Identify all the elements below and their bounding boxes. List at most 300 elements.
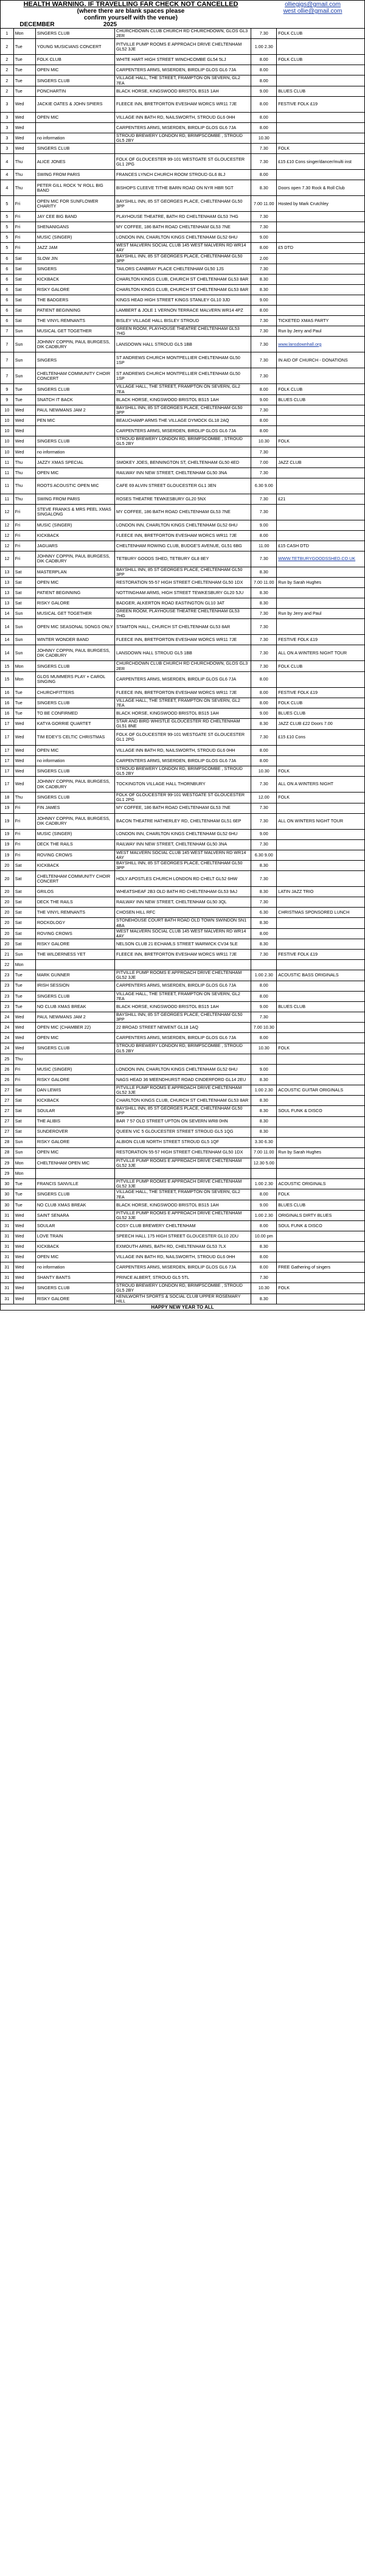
weekday: Mon xyxy=(13,1168,35,1178)
gig-row xyxy=(1,96,365,112)
start-time: 7.30 xyxy=(251,803,277,813)
venue: STONEHOUSE COURT BATH ROAD OLD TOWN SWINDON SN1 4BA xyxy=(115,918,251,928)
day-number: 9 xyxy=(1,394,14,405)
notes xyxy=(277,829,365,839)
notes[interactable]: www.lansdownhall.org xyxy=(277,337,365,352)
act-name: JOHNNY COPPIN, PAUL BURGESS, DIK CADBURY xyxy=(35,813,114,829)
venue: GREEN ROOM, PLAYHOUSE THEATRE CHELTENHAM GL53 7HG xyxy=(115,609,251,619)
weekday: Sun xyxy=(13,950,35,960)
start-time: 7.30 xyxy=(251,1012,277,1022)
gig-row xyxy=(1,793,365,803)
start-time: 8.00 xyxy=(251,75,277,86)
venue: VILLAGE HALL, THE STREET, FRAMPTON ON SEVERN, GL2 7EA xyxy=(115,384,251,394)
weekday: Sat xyxy=(13,908,35,918)
venue: BADGER, ALKERTON ROAD EASTINGTON GL10 3AT xyxy=(115,598,251,609)
notes xyxy=(277,1231,365,1242)
gig-row xyxy=(1,1231,365,1242)
weekday: Sat xyxy=(13,567,35,577)
weekday: Tue xyxy=(13,981,35,991)
start-time: 10.30 xyxy=(251,1283,277,1293)
notes: £5 DTD xyxy=(277,243,365,253)
weekday: Wed xyxy=(13,1043,35,1054)
day-number: 24 xyxy=(1,1012,14,1022)
notes xyxy=(277,1252,365,1262)
start-time: 9.00 xyxy=(251,86,277,96)
day-number: 20 xyxy=(1,887,14,897)
venue xyxy=(115,960,251,970)
venue: ROSES THEATRE TEWKESBURY GL20 5NX xyxy=(115,494,251,504)
notes xyxy=(277,588,365,598)
act-name: RISKY GALORE xyxy=(35,1293,114,1304)
venue: ST ANDREWS CHURCH MONTPELLIER CHELTENHAM GL50 1SP xyxy=(115,368,251,384)
gig-row xyxy=(1,719,365,729)
venue: PLAYHOUSE THEATRE, BATH RD CHELTENHAM GL53 7HG xyxy=(115,212,251,222)
act-name: SINGERS CLUB xyxy=(35,384,114,394)
act-name: OPEN MIC xyxy=(35,467,114,478)
venue: WEST MALVERN SOCIAL CLUB 145 WEST MALVERN RD WR14 4AY xyxy=(115,243,251,253)
notes: £21 xyxy=(277,494,365,504)
day-number: 27 xyxy=(1,1085,14,1095)
gig-row xyxy=(1,829,365,839)
day-number: 31 xyxy=(1,1221,14,1231)
start-time xyxy=(251,1054,277,1064)
act-name: JAZZ JAM xyxy=(35,243,114,253)
gig-row xyxy=(1,478,365,494)
start-time: 7.30 xyxy=(251,661,277,671)
act-name: JAY CEE BIG BAND xyxy=(35,212,114,222)
start-time: 7.00 10.30 xyxy=(251,1023,277,1033)
day-number: 19 xyxy=(1,850,14,860)
venue: BLACK HORSE, KINGSWOOD BRISTOL BS15 1AH xyxy=(115,394,251,405)
act-name: SINGERS CLUB xyxy=(35,1043,114,1054)
gig-row xyxy=(1,687,365,698)
start-time: 8.00 xyxy=(251,1221,277,1231)
act-name: KICKBACK xyxy=(35,1096,114,1106)
month-year-row xyxy=(1,21,364,28)
notes: FESTIVE FOLK £19 xyxy=(277,96,365,112)
act-name: KICKBACK xyxy=(35,860,114,870)
act-name: MUSIC (SINGER) xyxy=(35,520,114,530)
day-number: 10 xyxy=(1,426,14,436)
venue: HOLY APOSTLES CHURCH LONDON RD CHELT GL52 6HW xyxy=(115,871,251,887)
notes xyxy=(277,1033,365,1043)
gig-row xyxy=(1,981,365,991)
weekday: Mon xyxy=(13,29,35,39)
gig-row xyxy=(1,1273,365,1283)
start-time: 8.30 xyxy=(251,887,277,897)
act-name: OPEN MIC xyxy=(35,1252,114,1262)
start-time: 9.00 xyxy=(251,1200,277,1210)
gig-row xyxy=(1,337,365,352)
start-time: 7.30 xyxy=(251,447,277,457)
venue xyxy=(115,1054,251,1064)
act-name: OPEN MIC xyxy=(35,65,114,75)
gig-row xyxy=(1,233,365,243)
start-time: 7.30 xyxy=(251,871,277,887)
day-number: 2 xyxy=(1,65,14,75)
act-name: MARK GUNNER xyxy=(35,970,114,981)
weekday: Sat xyxy=(13,887,35,897)
venue: WHEATSHEAF 2B3 OLD BATH RD CHELTENHAM GL53 9AJ xyxy=(115,887,251,897)
notes xyxy=(277,1012,365,1022)
weekday: Tue xyxy=(13,394,35,405)
start-time: 7.30 xyxy=(251,154,277,170)
venue: TAILORS CANBRAY PLACE CHELTENHAM GL50 1JS xyxy=(115,264,251,275)
venue: FOLK OF GLOUCESTER 99-101 WESTGATE ST GLOUCESTER GL1 2PG xyxy=(115,793,251,803)
act-name: WINTER WONDER BAND xyxy=(35,635,114,645)
act-name: OPEN MIC xyxy=(35,745,114,755)
day-number: 15 xyxy=(1,661,14,671)
weekday: Sun xyxy=(13,368,35,384)
notes xyxy=(277,530,365,541)
venue: WEST MALVERN SOCIAL CLUB 145 WEST MALVERN RD WR14 4AY xyxy=(115,928,251,939)
act-name: SINGERS CLUB xyxy=(35,144,114,154)
notes: Run by Jerry and Paul xyxy=(277,609,365,619)
notes xyxy=(277,253,365,264)
start-time: 7.30 xyxy=(251,316,277,326)
weekday: Wed xyxy=(13,1210,35,1220)
day-number: 26 xyxy=(1,1074,14,1085)
email-link-1[interactable]: olliegigs@gmail.com xyxy=(285,1,341,8)
venue: STROUD BREWERY LONDON RD, BRIMPSCOMBE , STROUD GL5 2BY xyxy=(115,133,251,143)
start-time: 10.30 xyxy=(251,133,277,143)
weekday: Thu xyxy=(13,494,35,504)
day-number: 9 xyxy=(1,384,14,394)
venue: BISHOPS CLEEVE TITHE BARN ROAD ON NYR HBR 5GT xyxy=(115,180,251,196)
venue: FLEECE INN, BRETFORTON EVESHAM WORCS WR11 7JE xyxy=(115,950,251,960)
start-time: 7.30 xyxy=(251,1273,277,1283)
weekday: Sat xyxy=(13,918,35,928)
gig-row xyxy=(1,1064,365,1074)
act-name: TIM EDEY'S CELTIC CHRISTMAS xyxy=(35,729,114,745)
venue: PITVILLE PUMP ROOMS E APPROACH DRIVE CHELTENHAM GL52 3JE xyxy=(115,1210,251,1220)
weekday: Wed xyxy=(13,719,35,729)
venue: BAYSHILL INN, 85 ST GEORGES PLACE, CHELTENHAM GL50 3PP xyxy=(115,196,251,212)
venue: BAYSHILL INN, 85 ST GEORGES PLACE, CHELTENHAM GL50 3PP xyxy=(115,405,251,415)
start-time: 8.00 xyxy=(251,755,277,766)
notes: FOLK CLUB xyxy=(277,55,365,65)
venue: RAILWAY INN NEW STREET, CHELTENHAM GL50 3NA xyxy=(115,467,251,478)
start-time: 8.00 xyxy=(251,170,277,180)
day-number: 31 xyxy=(1,1262,14,1273)
venue: MY COFFEE, 186 BATH ROAD CHELTENHAM GL53 7NE xyxy=(115,222,251,233)
start-time xyxy=(251,960,277,970)
act-name: NO CLUB XMAS BREAK xyxy=(35,1200,114,1210)
notes[interactable]: WWW.TETBURYGOODSSHED.CO.UK xyxy=(277,551,365,567)
notes xyxy=(277,1242,365,1252)
venue: LONDON INN, CHARLTON KINGS CHELTENHAM GL52 6HU xyxy=(115,520,251,530)
start-time: 2.00 xyxy=(251,253,277,264)
act-name: MUSICAL GET TOGETHER xyxy=(35,326,114,337)
weekday: Sat xyxy=(13,316,35,326)
venue: FOLK OF GLOUCESTER 99-101 WESTGATE ST GLOUCESTER GL1 2PG xyxy=(115,154,251,170)
venue xyxy=(115,1168,251,1178)
day-number: 31 xyxy=(1,1231,14,1242)
weekday: Tue xyxy=(13,65,35,75)
notes xyxy=(277,1273,365,1283)
day-number: 29 xyxy=(1,1168,14,1178)
day-number: 20 xyxy=(1,860,14,870)
weekday: Thu xyxy=(13,467,35,478)
day-number: 16 xyxy=(1,698,14,708)
weekday: Sat xyxy=(13,588,35,598)
weekday: Sun xyxy=(13,1147,35,1158)
gig-row xyxy=(1,871,365,887)
weekday: Wed xyxy=(13,1242,35,1252)
weekday: Fri xyxy=(13,839,35,850)
weekday: Sat xyxy=(13,1116,35,1127)
notes: BLUES CLUB xyxy=(277,1200,365,1210)
weekday: Thu xyxy=(13,154,35,170)
gig-row xyxy=(1,1189,365,1200)
start-time: 1.00 2.30 xyxy=(251,1178,277,1189)
start-time: 8.30 xyxy=(251,1242,277,1252)
footer-message: HAPPY NEW YEAR TO ALL xyxy=(0,1304,365,1311)
notes xyxy=(277,504,365,520)
start-time: 7.30 xyxy=(251,326,277,337)
gig-row xyxy=(1,635,365,645)
gig-row xyxy=(1,860,365,870)
act-name: IRISH SESSION xyxy=(35,981,114,991)
act-name: no information xyxy=(35,133,114,143)
start-time: 8.30 xyxy=(251,1074,277,1085)
start-time: 8.30 xyxy=(251,567,277,577)
day-number: 30 xyxy=(1,1200,14,1210)
venue: VILLAGE HALL, THE STREET, FRAMPTON ON SEVERN, GL2 7EA xyxy=(115,991,251,1001)
email-link-2[interactable]: west ollie@gmail.com xyxy=(283,8,342,15)
venue: STAMTON HALL, CHURCH ST CHELTENHAM GL53 8AR xyxy=(115,619,251,635)
act-name: KICKBACK xyxy=(35,275,114,285)
act-name xyxy=(35,960,114,970)
weekday: Wed xyxy=(13,1283,35,1293)
act-name: LOVE TRAIN xyxy=(35,1231,114,1242)
start-time: 8.00 xyxy=(251,991,277,1001)
start-time: 11.00 xyxy=(251,541,277,551)
gig-row xyxy=(1,803,365,813)
gig-row xyxy=(1,1147,365,1158)
act-name: no information xyxy=(35,447,114,457)
gig-row xyxy=(1,671,365,687)
notes: Run by Sarah Hughes xyxy=(277,578,365,588)
venue: BISLEY VILLAGE HALL BISLEY STROUD xyxy=(115,316,251,326)
weekday: Fri xyxy=(13,803,35,813)
day-number: 6 xyxy=(1,306,14,316)
start-time: 9.00 xyxy=(251,295,277,306)
header-line2: (where there are blank spaces please xyxy=(77,8,185,15)
act-name: SAINT SENARA xyxy=(35,1210,114,1220)
notes xyxy=(277,65,365,75)
gig-row xyxy=(1,154,365,170)
start-time: 7.30 xyxy=(251,222,277,233)
notes: FREE Gathering of singers xyxy=(277,1262,365,1273)
start-time: 7.30 xyxy=(251,144,277,154)
day-number: 20 xyxy=(1,908,14,918)
venue: NOTTINGHAM ARMS, HIGH STREET TEWKESBURY GL20 5JU xyxy=(115,588,251,598)
notes: SOUL FUNK & DISCO xyxy=(277,1221,365,1231)
notes xyxy=(277,871,365,887)
venue: RAILWAY INN NEW STREET, CHELTENHAM GL50 3NA xyxy=(115,839,251,850)
venue: CARPENTERS ARMS, MISERDEN, BIRDLIP GLOS GL6 7JA xyxy=(115,122,251,133)
weekday: Wed xyxy=(13,426,35,436)
venue: CARPENTERS ARMS, MISERDEN, BIRDLIP GLOS GL6 7JA xyxy=(115,1262,251,1273)
gig-row xyxy=(1,384,365,394)
start-time: 8.30 xyxy=(251,598,277,609)
start-time: 7.30 xyxy=(251,950,277,960)
gig-row xyxy=(1,598,365,609)
gig-row xyxy=(1,264,365,275)
notes: £15 £10 Cons singer/dancer/multi inst xyxy=(277,154,365,170)
start-time: 8.30 xyxy=(251,180,277,196)
start-time: 10.30 xyxy=(251,1043,277,1054)
gig-row xyxy=(1,1033,365,1043)
act-name: SWING FROM PARIS xyxy=(35,494,114,504)
weekday: Wed xyxy=(13,1273,35,1283)
venue: CHURCHDOWN CLUB CHURCH RD CHURCHDOWN, GLOS GL3 2ER xyxy=(115,29,251,39)
gig-row xyxy=(1,939,365,950)
notes: ALL ON WINTERS NIGHT TOUR xyxy=(277,813,365,829)
act-name: SINGERS CLUB xyxy=(35,793,114,803)
day-number: 30 xyxy=(1,1178,14,1189)
gig-row xyxy=(1,112,365,122)
act-name: GLOS MUMMERS PLAY + CAROL SINGING xyxy=(35,671,114,687)
start-time xyxy=(251,1168,277,1178)
start-time: 6.30 9.00 xyxy=(251,850,277,860)
venue: BAR 7 57 OLD STREET UPTON ON SEVERN WR8 0HN xyxy=(115,1116,251,1127)
weekday: Sat xyxy=(13,295,35,306)
gig-row xyxy=(1,991,365,1001)
day-number: 31 xyxy=(1,1273,14,1283)
act-name: FOLK CLUB xyxy=(35,55,114,65)
weekday: Wed xyxy=(13,405,35,415)
start-time: 9.00 xyxy=(251,1064,277,1074)
act-name: SWING FROM PARIS xyxy=(35,170,114,180)
day-number: 7 xyxy=(1,352,14,368)
gig-row xyxy=(1,645,365,661)
gig-row xyxy=(1,170,365,180)
act-name: SINGERS CLUB xyxy=(35,991,114,1001)
notes xyxy=(277,850,365,860)
start-time: 8.30 xyxy=(251,285,277,295)
gig-row xyxy=(1,285,365,295)
act-name: RISKY GALORE xyxy=(35,1074,114,1085)
notes xyxy=(277,897,365,908)
start-time: 7.00 xyxy=(251,457,277,467)
act-name: OPEN MIC xyxy=(35,578,114,588)
start-time: 8.30 xyxy=(251,1116,277,1127)
day-number: 10 xyxy=(1,436,14,447)
venue: KINGS HEAD HIGH STREET KINGS STANLEY GL10 3JD xyxy=(115,295,251,306)
act-name: MUSIC (SINGER) xyxy=(35,829,114,839)
day-number: 19 xyxy=(1,813,14,829)
act-name: KATYA GORRIE QUARTET xyxy=(35,719,114,729)
venue: NELSON CLUB 21 ECHAMLS STREET WARWICK CV34 5LE xyxy=(115,939,251,950)
notes: BLUES CLUB xyxy=(277,394,365,405)
start-time: 7.30 xyxy=(251,212,277,222)
act-name: no information xyxy=(35,1262,114,1273)
gig-row xyxy=(1,212,365,222)
month-label: DECEMBER xyxy=(19,21,55,28)
gig-row xyxy=(1,908,365,918)
notes xyxy=(277,1096,365,1106)
act-name: PAUL NEWMANS JAM 2 xyxy=(35,1012,114,1022)
gig-row xyxy=(1,467,365,478)
gig-row xyxy=(1,928,365,939)
gig-row xyxy=(1,29,365,39)
gig-row xyxy=(1,122,365,133)
venue: NAGS HEAD 36 MEENDHURST ROAD CINDERFORD GL14 2EU xyxy=(115,1074,251,1085)
day-number: 27 xyxy=(1,1106,14,1116)
day-number: 17 xyxy=(1,719,14,729)
start-time: 8.00 xyxy=(251,65,277,75)
venue: BAYSHILL INN, 85 ST GEORGES PLACE, CHELTENHAM GL50 3PP xyxy=(115,860,251,870)
start-time: 8.30 xyxy=(251,939,277,950)
start-time: 9.00 xyxy=(251,1001,277,1012)
start-time: 7.00 11.00 xyxy=(251,578,277,588)
day-number: 12 xyxy=(1,530,14,541)
weekday: Tue xyxy=(13,384,35,394)
notes xyxy=(277,133,365,143)
venue: PITVILLE PUMP ROOMS E APPROACH DRIVE CHELTENHAM GL52 3JE xyxy=(115,1085,251,1095)
day-number: 14 xyxy=(1,645,14,661)
venue: CAFE 69 ALVIN STREET GLOUCESTER GL1 3EN xyxy=(115,478,251,494)
weekday: Wed xyxy=(13,416,35,426)
gig-row xyxy=(1,133,365,143)
start-time: 8.00 xyxy=(251,687,277,698)
act-name: YOUNG MUSICIANS CONCERT xyxy=(35,39,114,55)
venue xyxy=(115,144,251,154)
venue: LONDON INN, CHARLTON KINGS CHELTENHAM GL52 6HU xyxy=(115,233,251,243)
notes xyxy=(277,567,365,577)
contact-emails xyxy=(261,1,364,21)
day-number: 5 xyxy=(1,222,14,233)
day-number: 16 xyxy=(1,687,14,698)
weekday: Tue xyxy=(13,86,35,96)
start-time: 8.00 xyxy=(251,112,277,122)
gig-row xyxy=(1,850,365,860)
venue: STROUD BREWERY LONDON RD, BRIMPSCOMBE , STROUD GL5 2BY xyxy=(115,436,251,447)
notes: CHRISTMAS SPONSORED LUNCH xyxy=(277,908,365,918)
act-name: SINGERS CLUB xyxy=(35,75,114,86)
day-number: 2 xyxy=(1,39,14,55)
weekday: Sun xyxy=(13,337,35,352)
notes xyxy=(277,839,365,850)
weekday: Fri xyxy=(13,243,35,253)
start-time: 9.00 xyxy=(251,709,277,719)
venue: CARPENTERS ARMS, MISERDEN, BIRDLIP GLOS GL6 7JA xyxy=(115,981,251,991)
notes: £15 £10 Cons xyxy=(277,729,365,745)
start-time: 8.00 xyxy=(251,671,277,687)
act-name: ROVING CROWS xyxy=(35,850,114,860)
act-name: CHELTENHAM COMMUNITY CHOIR CONCERT xyxy=(35,368,114,384)
weekday: Sat xyxy=(13,275,35,285)
gig-row xyxy=(1,745,365,755)
weekday: Wed xyxy=(13,729,35,745)
act-name: SHANTY BANTS xyxy=(35,1273,114,1283)
act-name: JOHNNY COPPIN, PAUL BURGESS, DIK CADBURY xyxy=(35,645,114,661)
weekday: Wed xyxy=(13,1231,35,1242)
act-name xyxy=(35,426,114,436)
day-number: 13 xyxy=(1,567,14,577)
act-name: ROCKOLOGY xyxy=(35,918,114,928)
venue: CHURCHDOWN CLUB CHURCH RD CHURCHDOWN, GLOS GL3 2ER xyxy=(115,661,251,671)
start-time: 7.30 xyxy=(251,352,277,368)
weekday: Sun xyxy=(13,352,35,368)
gig-row xyxy=(1,447,365,457)
day-number: 15 xyxy=(1,671,14,687)
start-time: 8.30 xyxy=(251,588,277,598)
start-time: 8.00 xyxy=(251,55,277,65)
weekday: Sat xyxy=(13,285,35,295)
